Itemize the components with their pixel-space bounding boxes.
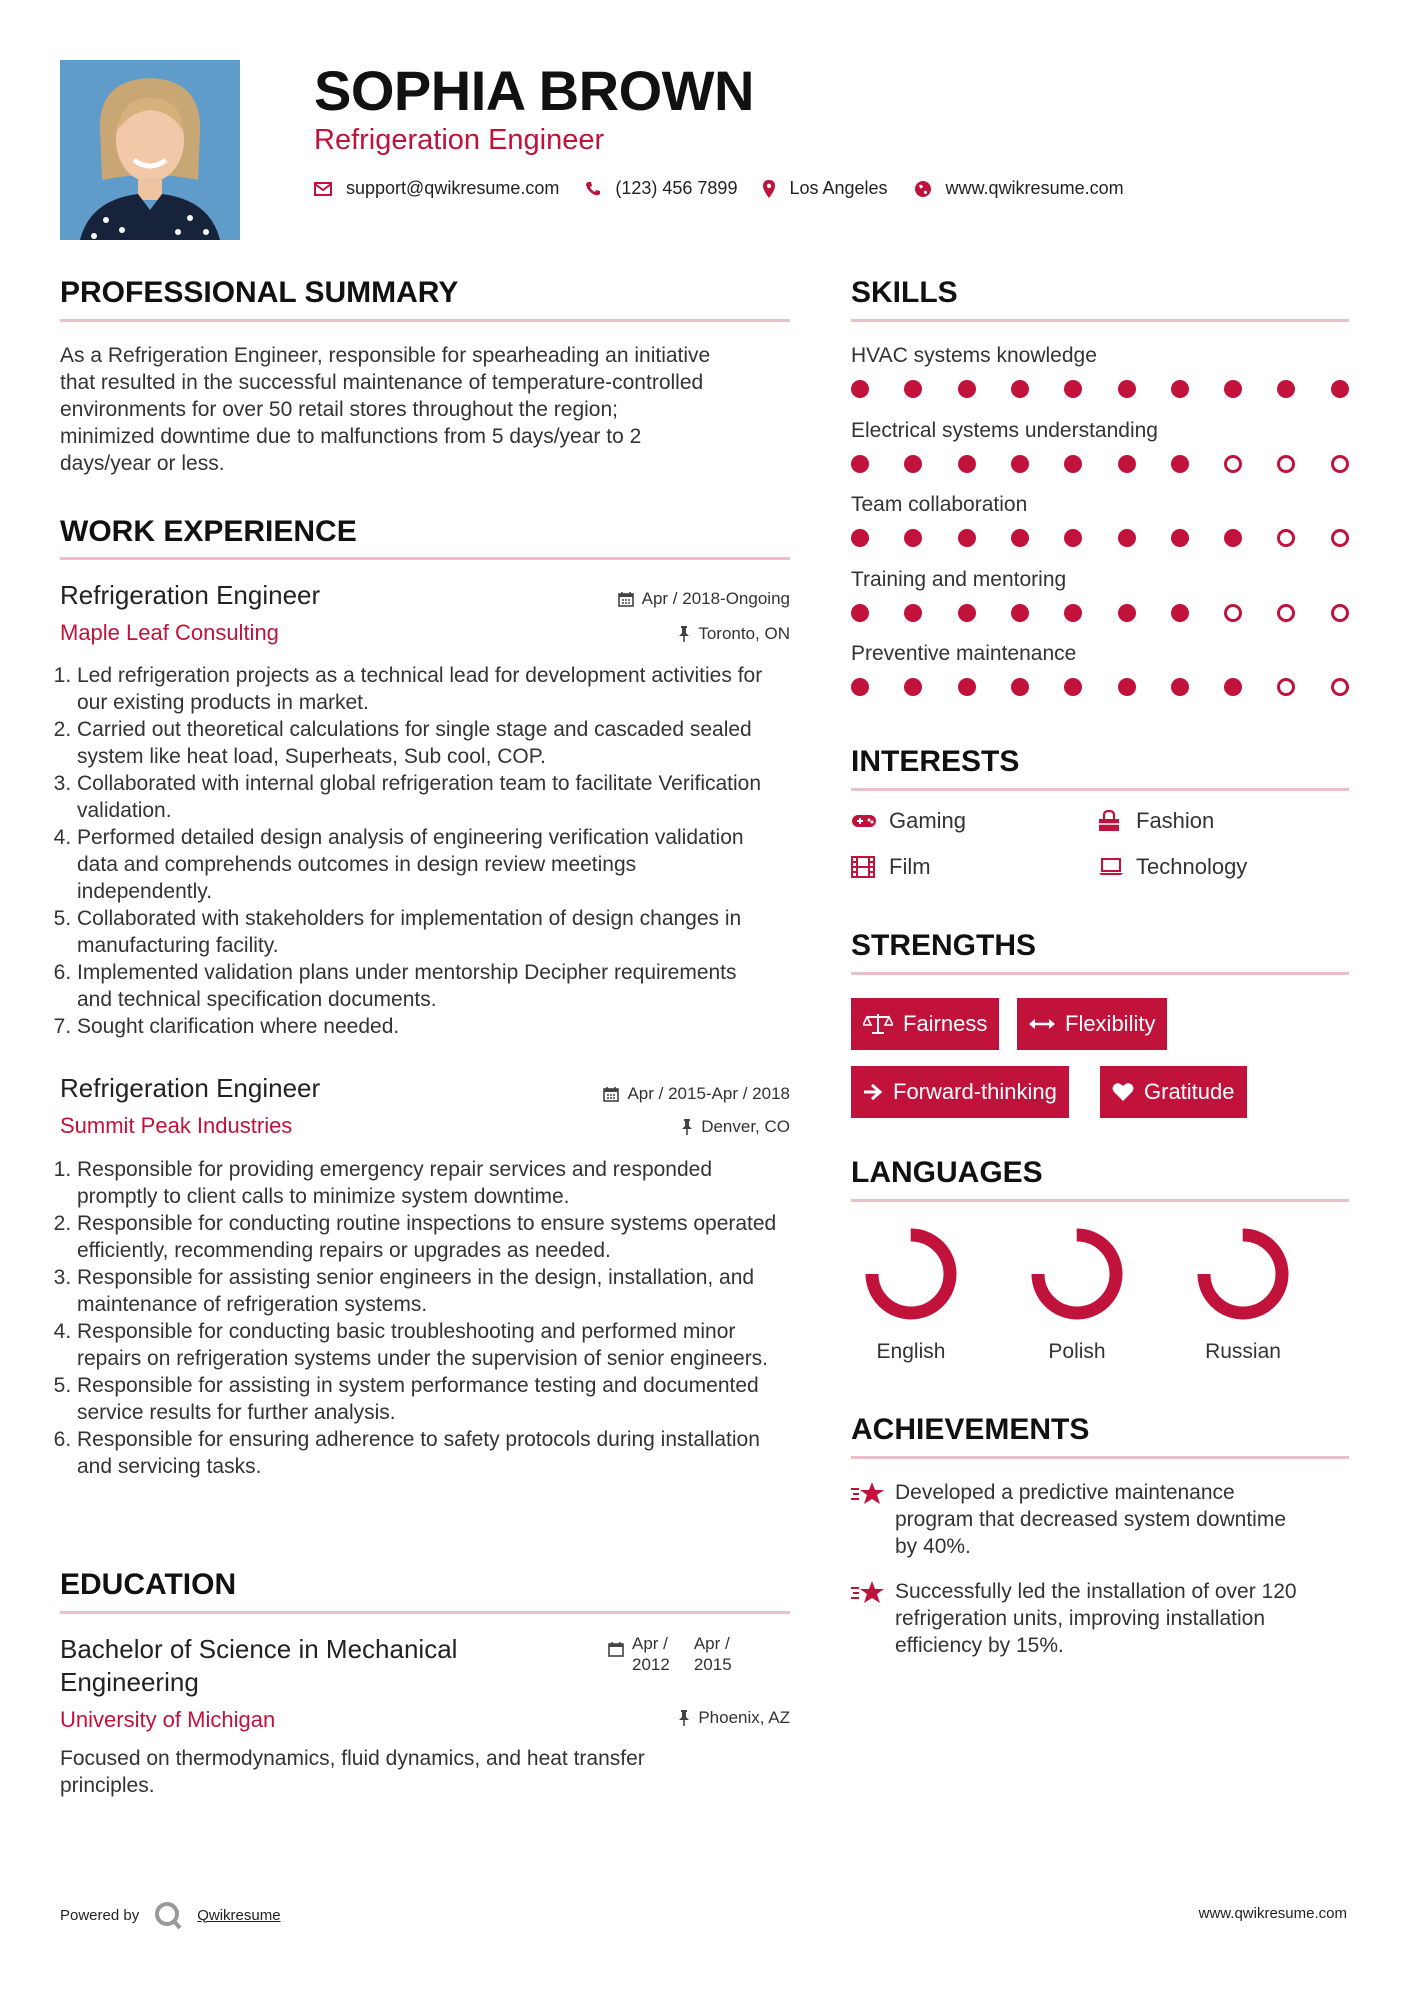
rating-dot-empty (1224, 604, 1242, 622)
rating-dot-empty (1331, 529, 1349, 547)
arrows-h-icon (1029, 1017, 1055, 1031)
achievement-text (895, 1479, 1286, 1560)
date-end-year: 2015 (693, 1655, 732, 1674)
contact-bar (314, 178, 1150, 199)
list-item: 1. Responsible for providing emergency repair services and responded promptly to client calls to minimize system downtime. (77, 1156, 793, 1210)
contact-website[interactable] (914, 178, 1124, 199)
rating-dot-filled (851, 604, 869, 622)
rating-dot-filled (904, 380, 922, 398)
summary-line: As a Refrigeration Engineer, responsible for spearheading an initiative (60, 344, 711, 367)
strength-label: Flexibility (1065, 1011, 1156, 1036)
interest-film (851, 854, 931, 880)
qwikresume-logo-icon (153, 1900, 183, 1930)
rating-dot-filled (1171, 455, 1189, 473)
pin-icon (678, 1710, 690, 1726)
skill-label: Preventive maintenance (851, 642, 1077, 665)
rating-dot-filled (1011, 678, 1029, 696)
rating-dot-filled (1171, 380, 1189, 398)
achievements-rule (851, 1456, 1349, 1459)
rating-dot-filled (958, 604, 976, 622)
list-item: 6. Implemented validation plans under mentorship Decipher requirements and technical specification documents. (77, 959, 777, 1013)
skill-label: Electrical systems understanding (851, 418, 1158, 442)
pin-icon (678, 626, 690, 642)
contact-phone[interactable] (585, 178, 737, 199)
skill-rating (851, 455, 1349, 475)
candidate-name: SOPHIA BROWN (314, 59, 754, 122)
language-label: Polish (1048, 1340, 1106, 1363)
strength-badge-fairness (851, 998, 999, 1050)
language-gauge-arc (872, 1235, 950, 1313)
school-name: University of Michigan (60, 1707, 276, 1732)
strengths-heading: STRENGTHS (851, 929, 1037, 962)
duty-list (57, 1156, 793, 1480)
job-dates-text: Apr / 2018-Ongoing (641, 589, 790, 608)
rating-dot-filled (851, 678, 869, 696)
experience-heading: WORK EXPERIENCE (60, 515, 357, 548)
envelope-icon (314, 182, 332, 196)
skill-rating (851, 529, 1349, 549)
achievement-item (851, 1479, 1286, 1560)
skill-rating (851, 380, 1349, 400)
summary-heading: PROFESSIONAL SUMMARY (60, 276, 459, 309)
language-gauge-arc (1204, 1235, 1282, 1313)
achievement-line: Developed a predictive maintenance (895, 1481, 1235, 1504)
education-rule (60, 1611, 790, 1614)
rating-dot-empty (1277, 455, 1295, 473)
education-desc-line: principles. (60, 1774, 155, 1797)
date-end (694, 1633, 732, 1675)
education-description (60, 1745, 800, 1799)
phone-text: (123) 456 7899 (615, 178, 738, 198)
footer-website[interactable]: www.qwikresume.com (1198, 1905, 1347, 1922)
list-item: 4. Performed detailed design analysis of engineering verification validation data and comprehends outcomes in design review meetings independently. (77, 824, 777, 905)
strength-badge-gratitude (1100, 1066, 1247, 1118)
language-item (836, 1226, 986, 1364)
interests-rule (851, 788, 1349, 791)
email-text: support@qwikresume.com (346, 178, 560, 198)
rating-dot-filled (904, 455, 922, 473)
rating-dot-filled (851, 455, 869, 473)
strengths-rule (851, 972, 1349, 975)
language-gauge (863, 1226, 959, 1322)
list-item: 2. Responsible for conducting routine inspections to ensure systems operated efficiently, recommending repairs or upgrades as needed. (77, 1210, 793, 1264)
map-marker-icon (763, 180, 775, 198)
job-location (678, 624, 790, 644)
list-item: 3. Responsible for assisting senior engineers in the design, installation, and maintenance of refrigeration systems. (77, 1264, 793, 1318)
job-location-text: Toronto, ON (698, 624, 790, 643)
education-dates (608, 1633, 732, 1675)
achievement-line: refrigeration units, improving installation (895, 1607, 1266, 1630)
film-icon (851, 856, 879, 878)
language-gauge (1195, 1226, 1291, 1322)
strength-badge-flexibility (1017, 998, 1167, 1050)
candidate-title: Refrigeration Engineer (314, 124, 605, 156)
list-item: 5. Responsible for assisting in system performance testing and documented service results for further analysis. (77, 1372, 793, 1426)
languages-heading: LANGUAGES (851, 1156, 1043, 1189)
rating-dot-empty (1331, 678, 1349, 696)
strength-label: Gratitude (1144, 1079, 1235, 1104)
rating-dot-filled (1224, 380, 1242, 398)
job-dates-text: Apr / 2015-Apr / 2018 (627, 1084, 790, 1103)
date-end-month: Apr / (693, 1634, 730, 1653)
rating-dot-filled (1064, 604, 1082, 622)
rating-dot-filled (958, 380, 976, 398)
rating-dot-filled (1277, 380, 1295, 398)
list-item: 2. Carried out theoretical calculations for single stage and cascaded sealed system like heat load, Superheats, Sub cool, COP. (77, 716, 777, 770)
globe-icon (914, 180, 932, 198)
rating-dot-empty (1277, 678, 1295, 696)
rating-dot-filled (851, 380, 869, 398)
list-item: 6. Responsible for ensuring adherence to safety protocols during installation and servicing tasks. (77, 1426, 793, 1480)
interest-label: Gaming (889, 808, 967, 833)
rating-dot-filled (1331, 380, 1349, 398)
language-item (1168, 1226, 1318, 1364)
languages-rule (851, 1199, 1349, 1202)
rating-dot-filled (1171, 604, 1189, 622)
list-item: 5. Collaborated with stakeholders for implementation of design changes in manufacturing facility. (77, 905, 777, 959)
rating-dot-filled (1224, 678, 1242, 696)
strength-label: Forward-thinking (893, 1079, 1057, 1104)
skill-rating (851, 678, 1349, 698)
summary-line: days/year or less. (60, 452, 225, 475)
profile-photo (60, 60, 240, 240)
balance-scale-icon (863, 1013, 893, 1035)
rating-dot-filled (1064, 380, 1082, 398)
skill-label: HVAC systems knowledge (851, 344, 1097, 367)
rating-dot-filled (1064, 678, 1082, 696)
pin-icon (681, 1119, 693, 1135)
achievement-line: Successfully led the installation of over 120 (895, 1580, 1297, 1603)
gamepad-icon (851, 813, 879, 829)
skills-heading: SKILLS (851, 276, 958, 309)
interest-gaming (851, 808, 966, 834)
interest-fashion (1098, 808, 1214, 834)
rating-dot-filled (1011, 604, 1029, 622)
strength-badge-forward-thinking (851, 1066, 1069, 1118)
rating-dot-filled (1064, 529, 1082, 547)
rating-dot-empty (1277, 529, 1295, 547)
interests-heading: INTERESTS (851, 745, 1020, 778)
brand-link[interactable]: Qwikresume (197, 1906, 281, 1924)
job-title: Refrigeration Engineer (60, 580, 321, 610)
rating-dot-filled (1118, 455, 1136, 473)
calendar-icon (608, 1633, 624, 1675)
education-heading: EDUCATION (60, 1568, 237, 1601)
degree-line: Engineering (60, 1667, 199, 1697)
star-icon (851, 1578, 895, 1659)
skill-label: Training and mentoring (851, 567, 1067, 591)
calendar-icon (603, 1086, 619, 1102)
list-item: 1. Led refrigeration projects as a technical lead for development activities for our existing products in market. (77, 662, 777, 716)
rating-dot-filled (1011, 455, 1029, 473)
phone-icon (585, 181, 601, 197)
rating-dot-filled (1224, 529, 1242, 547)
summary-line: environments for over 50 retail stores throughout the region; (60, 398, 618, 421)
job-location (681, 1117, 790, 1137)
list-item: 3. Collaborated with internal global refrigeration team to facilitate Verification validation. (77, 770, 777, 824)
rating-dot-empty (1331, 604, 1349, 622)
interest-label: Fashion (1136, 808, 1215, 833)
rating-dot-filled (1171, 529, 1189, 547)
company-name: Summit Peak Industries (60, 1113, 293, 1138)
calendar-icon (618, 591, 634, 607)
job-location-text: Denver, CO (701, 1117, 790, 1136)
rating-dot-filled (1118, 604, 1136, 622)
degree-line: Bachelor of Science in Mechanical (60, 1634, 458, 1664)
date-start-year: 2012 (632, 1655, 670, 1674)
company-name: Maple Leaf Consulting (60, 620, 279, 645)
job-dates (618, 589, 790, 609)
list-item: 7. Sought clarification where needed. (77, 1013, 777, 1040)
interest-label: Technology (1136, 854, 1248, 879)
rating-dot-empty (1224, 455, 1242, 473)
contact-email[interactable] (314, 178, 559, 199)
rating-dot-filled (1118, 380, 1136, 398)
star-icon (851, 1479, 895, 1560)
rating-dot-filled (904, 529, 922, 547)
education-desc-line: Focused on thermodynamics, fluid dynamics, and heat transfer (60, 1747, 645, 1770)
rating-dot-filled (904, 604, 922, 622)
language-item (1002, 1226, 1152, 1364)
education-location-text: Phoenix, AZ (698, 1708, 790, 1727)
strength-label: Fairness (903, 1011, 988, 1036)
rating-dot-filled (958, 529, 976, 547)
summary-line: that resulted in the successful maintenance of temperature-controlled (60, 371, 704, 394)
skills-rule (851, 319, 1349, 322)
rating-dot-filled (1011, 380, 1029, 398)
achievement-line: efficiency by 15%. (895, 1634, 1064, 1657)
laptop-icon (1098, 858, 1126, 876)
summary-rule (60, 319, 790, 322)
arrow-right-icon (863, 1083, 883, 1101)
experience-rule (60, 557, 790, 560)
achievement-line: program that decreased system downtime (895, 1508, 1287, 1531)
achievement-line: by 40%. (895, 1535, 971, 1558)
language-gauge (1029, 1226, 1125, 1322)
location-text: Los Angeles (789, 178, 888, 198)
date-start (632, 1633, 670, 1675)
language-gauge-arc (1038, 1235, 1116, 1313)
heart-icon (1112, 1082, 1134, 1102)
education-location (678, 1708, 790, 1728)
rating-dot-empty (1331, 455, 1349, 473)
list-item: 4. Responsible for conducting basic troubleshooting and performed minor repairs on refrigeration systems under the supervision of senior engineers. (77, 1318, 793, 1372)
summary-text (60, 342, 800, 477)
duty-list (57, 662, 777, 1040)
rating-dot-filled (1118, 678, 1136, 696)
degree-title (60, 1633, 457, 1699)
achievements-heading: ACHIEVEMENTS (851, 1413, 1090, 1446)
skill-label: Team collaboration (851, 493, 1028, 516)
rating-dot-filled (958, 455, 976, 473)
rating-dot-filled (851, 529, 869, 547)
interest-technology (1098, 854, 1247, 880)
shopping-bag-icon (1098, 810, 1126, 832)
summary-line: minimized downtime due to malfunctions from 5 days/year to 2 (60, 425, 642, 448)
language-label: Russian (1205, 1340, 1281, 1363)
interest-label: Film (889, 854, 931, 879)
powered-by-text: Powered by (60, 1906, 140, 1924)
achievement-item (851, 1578, 1297, 1659)
footer-powered-by (60, 1900, 281, 1930)
rating-dot-filled (1118, 529, 1136, 547)
rating-dot-filled (958, 678, 976, 696)
achievement-text (895, 1578, 1297, 1659)
language-label: English (876, 1340, 946, 1363)
rating-dot-empty (1277, 604, 1295, 622)
job-title: Refrigeration Engineer (60, 1073, 321, 1103)
contact-location (763, 178, 887, 199)
website-text: www.qwikresume.com (945, 178, 1124, 198)
rating-dot-filled (1171, 678, 1189, 696)
rating-dot-filled (1011, 529, 1029, 547)
date-start-month: Apr / (632, 1634, 668, 1653)
rating-dot-filled (1064, 455, 1082, 473)
skill-rating (851, 604, 1349, 624)
rating-dot-filled (904, 678, 922, 696)
job-dates (603, 1084, 790, 1104)
